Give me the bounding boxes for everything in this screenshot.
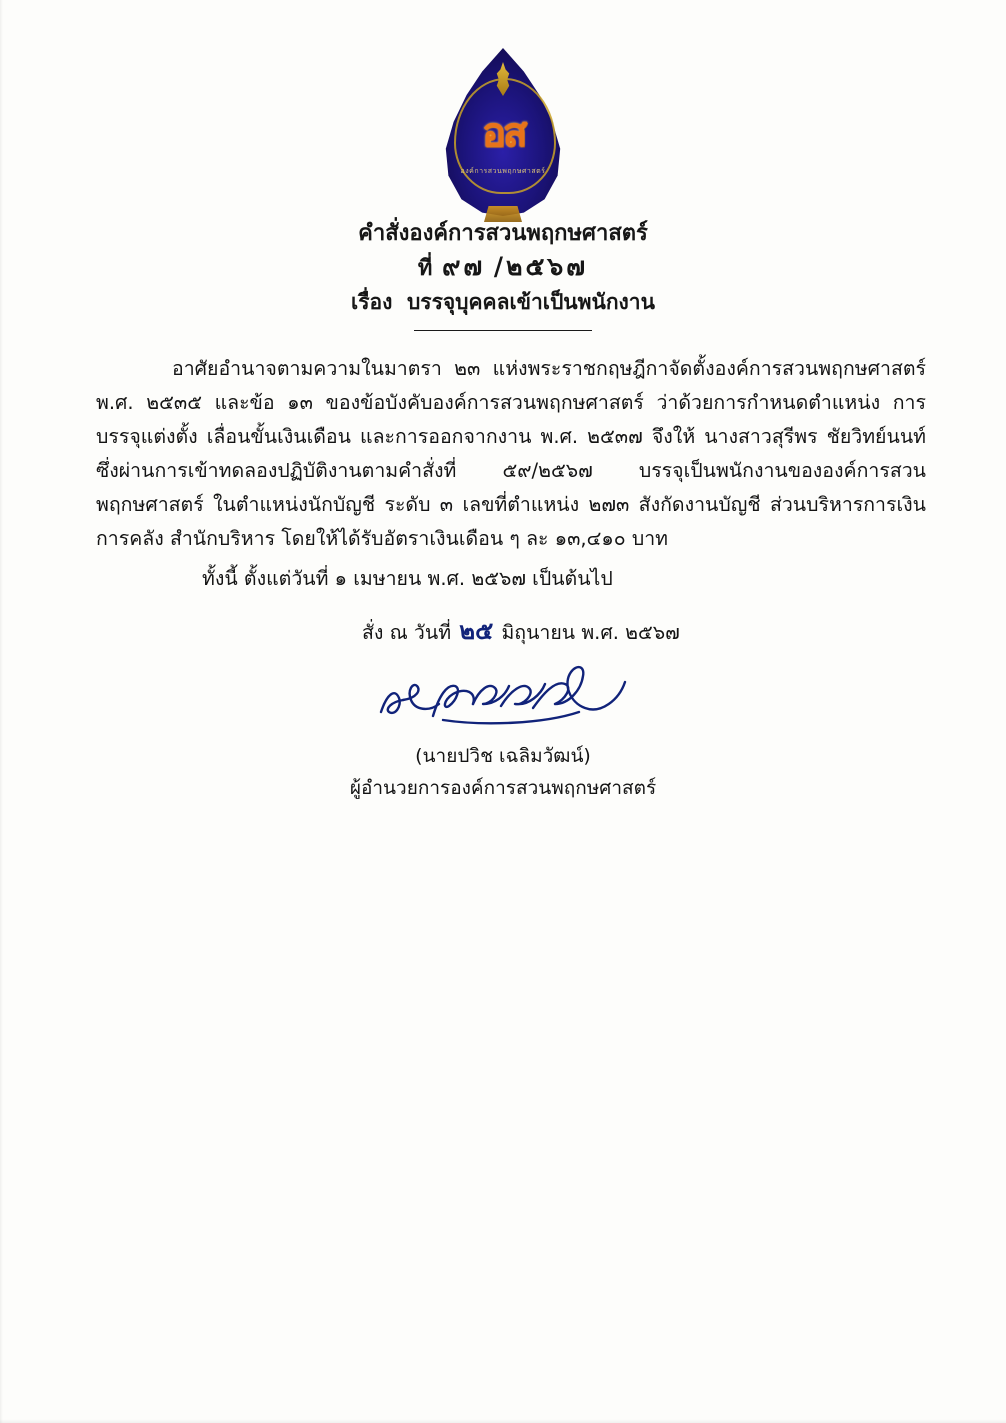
issued-suffix: มิถุนายน พ.ศ. ๒๕๖๗ [501,621,680,644]
subject-value: บรรจุบุคคลเข้าเป็นพนักงาน [406,290,655,314]
signature-mark [0,660,1006,740]
order-number-label: ที่ [417,256,434,281]
document-title: คำสั่งองค์การสวนพฤกษศาสตร์ [358,221,648,246]
subject-label: เรื่อง [351,290,393,314]
issued-date-paragraph [96,614,926,650]
order-number-value: ๙๗ [442,252,486,281]
order-year-value: /๒๕๖๗ [493,252,589,281]
issued-day-handwritten: ๒๕ [459,616,494,645]
emblem-monogram: อส [481,109,525,156]
order-number-line [0,250,1006,286]
organization-emblem [0,48,1006,223]
header-divider [414,330,592,331]
issued-prefix: สั่ง ณ วันที่ [362,621,452,644]
document-body [96,352,926,556]
emblem-ribbon-text: องค์การสวนพฤกษศาสตร์ [460,167,546,175]
body-paragraph-1: อาศัยอำนาจตามความในมาตรา ๒๓ แห่งพระราชกฤษฎีกาจัดตั้งองค์การสวนพฤกษศาสตร์ พ.ศ. ๒๕๓๕ และข้อ ๑๓ ของข้อบังคับองค์การสวนพฤกษศาสตร์ ว่าด้วยการกำหนดตำแหน่ง การบรรจุแต่งตั้ง เลื่อนขั้นเงินเดือน และการออกจากงาน พ.ศ. ๒๕๓๗ จึงให้ นางสาวสุรีพร ชัยวิทย์นนท์ ซึ่งผ่านการเข้าทดลองปฏิบัติงานตามคำสั่งที่ ๕๙/๒๕๖๗ บรรจุเป็นพนักงานขององค์การสวนพฤกษศาสตร์ ในตำแหน่งนักบัญชี ระดับ ๓ เลขที่ตำแหน่ง ๒๗๓ สังกัดงานบัญชี ส่วนบริหารการเงินการคลัง สำนักบริหาร โดยให้ได้รับอัตราเงินเดือน ๆ ละ ๑๓,๔๑๐ บาท [96,357,926,550]
signer-block [0,740,1006,804]
signer-position: ผู้อำนวยการองค์การสวนพฤกษศาสตร์ [349,777,657,799]
signer-name: (นายปวิช เฉลิมวัฒน์) [415,745,591,767]
subject-line [0,286,1006,318]
emblem-graphic [428,48,578,223]
effective-date-paragraph: ทั้งนี้ ตั้งแต่วันที่ ๑ เมษายน พ.ศ. ๒๕๖๗ เป็นต้นไป [202,567,613,590]
scan-edge-bottom [0,1419,1006,1423]
document-header [0,218,1006,318]
